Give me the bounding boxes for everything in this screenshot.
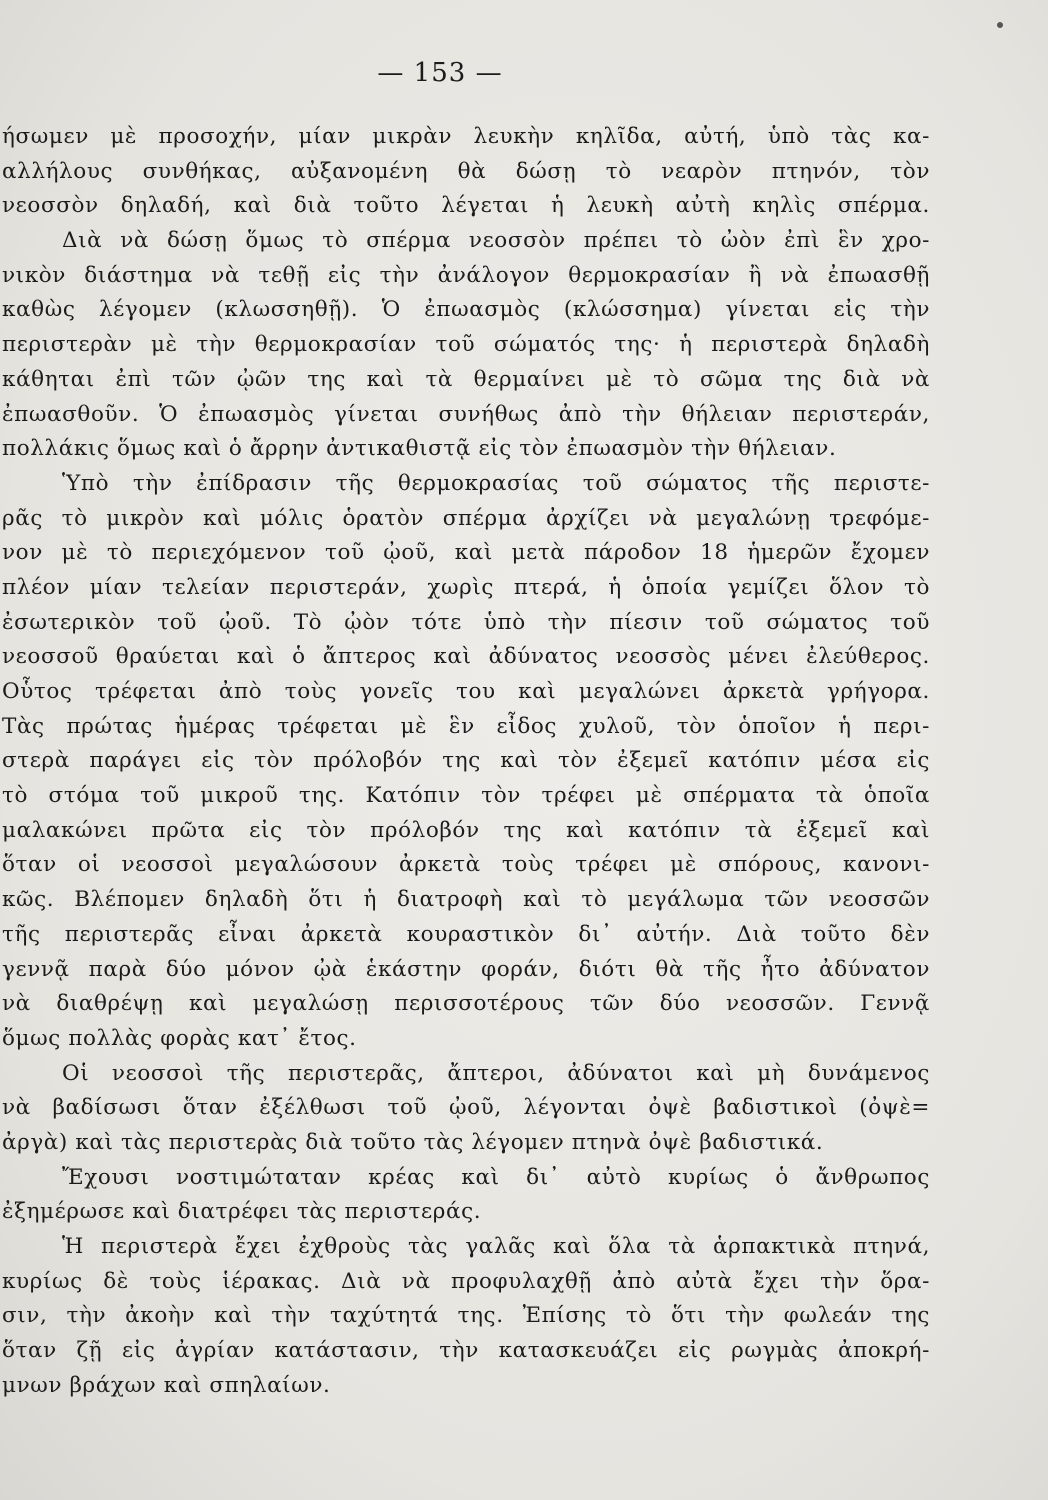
text-line: περιστερὰν μὲ τὴν θερμοκρασίαν τοῦ σώματός της· ἡ περιστερὰ δηλαδὴ — [2, 332, 930, 358]
text-line: ἐσωτερικὸν τοῦ ᾠοῦ. Τὸ ᾠὸν τότε ὑπὸ τὴν πίεσιν τοῦ σώματος τοῦ — [2, 609, 930, 635]
text-line: γεννᾷ παρὰ δύο μόνον ᾠὰ ἑκάστην φοράν, διότι θὰ τῆς ἦτο ἀδύνατον — [2, 956, 930, 982]
text-line: ἐξημέρωσε καὶ διατρέφει τὰς περιστεράς. — [2, 1199, 482, 1225]
text-line: νὰ βαδίσωσι ὅταν ἐξέλθωσι τοῦ ᾠοῦ, λέγονται ὀψὲ βαδιστικοὶ (ὀψὲ= — [2, 1095, 930, 1121]
text-line: Οἱ νεοσσοὶ τῆς περιστερᾶς, ἄπτεροι, ἀδύνατοι καὶ μὴ δυνάμενος — [62, 1060, 930, 1086]
text-line: καθὼς λέγομεν (κλωσσηθῇ). Ὁ ἐπωασμὸς (κλώσσημα) γίνεται εἰς τὴν — [2, 297, 930, 323]
text-line: νὰ διαθρέψῃ καὶ μεγαλώσῃ περισσοτέρους τῶν δύο νεοσσῶν. Γεννᾷ — [2, 991, 930, 1017]
text-line: ρᾶς τὸ μικρὸν καὶ μόλις ὁρατὸν σπέρμα ἀρχίζει νὰ μεγαλώνῃ τρεφόμε- — [2, 505, 930, 531]
text-line: νεοσσὸν δηλαδή, καὶ διὰ τοῦτο λέγεται ἡ λευκὴ αὐτὴ κηλὶς σπέρμα. — [2, 193, 930, 219]
text-line: νικὸν διάστημα νὰ τεθῇ εἰς τὴν ἀνάλογον θερμοκρασίαν ἢ νὰ ἐπωασθῇ — [2, 262, 930, 288]
text-line: Διὰ νὰ δώσῃ ὅμως τὸ σπέρμα νεοσσὸν πρέπει τὸ ὠὸν ἐπὶ ἓν χρο- — [62, 228, 930, 254]
text-line: ἐπωασθοῦν. Ὁ ἐπωασμὸς γίνεται συνήθως ἀπὸ τὴν θήλειαν περιστεράν, — [2, 401, 930, 427]
text-line: μνων βράχων καὶ σπηλαίων. — [2, 1372, 331, 1398]
text-line: ἀργὰ) καὶ τὰς περιστερὰς διὰ τοῦτο τὰς λέγομεν πτηνὰ ὀψὲ βαδιστικά. — [2, 1129, 824, 1155]
text-line: κῶς. Βλέπομεν δηλαδὴ ὅτι ἡ διατροφὴ καὶ τὸ μεγάλωμα τῶν νεοσσῶν — [2, 887, 930, 913]
text-line: ήσωμεν μὲ προσοχήν, μίαν μικρὰν λευκὴν κηλῖδα, αὐτή, ὑπὸ τὰς κα- — [2, 124, 930, 149]
text-line: ὅταν οἱ νεοσσοὶ μεγαλώσουν ἀρκετὰ τοὺς τρέφει μὲ σπόρους, κανονι- — [2, 852, 930, 878]
text-line: πολλάκις ὅμως καὶ ὁ ἄρρην ἀντικαθιστᾷ εἰς τὸν ἐπωασμὸν τὴν θήλειαν. — [2, 436, 837, 462]
text-line: στερὰ παράγει εἰς τὸν πρόλοβόν της καὶ τὸν ἐξεμεῖ κατόπιν μέσα εἰς — [2, 748, 930, 774]
text-line: ὅμως πολλὰς φορὰς κατ᾽ ἔτος. — [2, 1025, 357, 1051]
text-line: τῆς περιστερᾶς εἶναι ἀρκετὰ κουραστικὸν δι᾽ αὐτήν. Διὰ τοῦτο δὲν — [2, 921, 930, 947]
body-text — [0, 120, 930, 1403]
text-line: κάθηται ἐπὶ τῶν ᾠῶν της καὶ τὰ θερμαίνει μὲ τὸ σῶμα της διὰ νὰ — [2, 366, 930, 392]
text-line: ὅταν ζῇ εἰς ἀγρίαν κατάστασιν, τὴν κατασκευάζει εἰς ρωγμὰς ἀποκρή- — [2, 1338, 930, 1364]
text-line: Ἔχουσι νοστιμώταταν κρέας καὶ δι᾽ αὐτὸ κυρίως ὁ ἄνθρωπος — [62, 1164, 930, 1190]
text-line: πλέον μίαν τελείαν περιστεράν, χωρὶς πτερά, ἡ ὁποία γεμίζει ὅλον τὸ — [2, 574, 930, 600]
text-line: σιν, τὴν ἀκοὴν καὶ τὴν ταχύτητά της. Ἐπίσης τὸ ὅτι τὴν φωλεάν της — [2, 1303, 930, 1329]
text-line: Τὰς πρώτας ἡμέρας τρέφεται μὲ ἓν εἶδος χυλοῦ, τὸν ὁποῖον ἡ περι- — [2, 713, 930, 739]
ink-speck — [997, 22, 1003, 28]
text-line: Ἡ περιστερὰ ἔχει ἐχθροὺς τὰς γαλᾶς καὶ ὅλα τὰ ἁρπακτικὰ πτηνά, — [62, 1234, 930, 1259]
text-line: τὸ στόμα τοῦ μικροῦ της. Κατόπιν τὸν τρέφει μὲ σπέρματα τὰ ὁποῖα — [2, 783, 930, 809]
text-line: νεοσσοῦ θραύεται καὶ ὁ ἄπτερος καὶ ἀδύνατος νεοσσὸς μένει ἐλεύθερος. — [2, 644, 930, 670]
page-number: — 153 — — [377, 58, 503, 88]
text-line: Ὑπὸ τὴν ἐπίδρασιν τῆς θερμοκρασίας τοῦ σώματος τῆς περιστε- — [62, 470, 930, 496]
text-line: μαλακώνει πρῶτα εἰς τὸν πρόλοβόν της καὶ κατόπιν τὰ ἐξεμεῖ καὶ — [2, 817, 930, 843]
text-line: αλλήλους συνθήκας, αὐξανομένη θὰ δώσῃ τὸ νεαρὸν πτηνόν, τὸν — [2, 158, 930, 184]
text-line: νον μὲ τὸ περιεχόμενον τοῦ ᾠοῦ, καὶ μετὰ πάροδον 18 ἡμερῶν ἔχομεν — [2, 540, 930, 566]
text-line: κυρίως δὲ τοὺς ἱέρακας. Διὰ νὰ προφυλαχθῇ ἀπὸ αὐτὰ ἔχει τὴν ὅρα- — [2, 1268, 930, 1294]
text-line: Οὗτος τρέφεται ἀπὸ τοὺς γονεῖς του καὶ μεγαλώνει ἀρκετὰ γρήγορα. — [2, 679, 930, 704]
